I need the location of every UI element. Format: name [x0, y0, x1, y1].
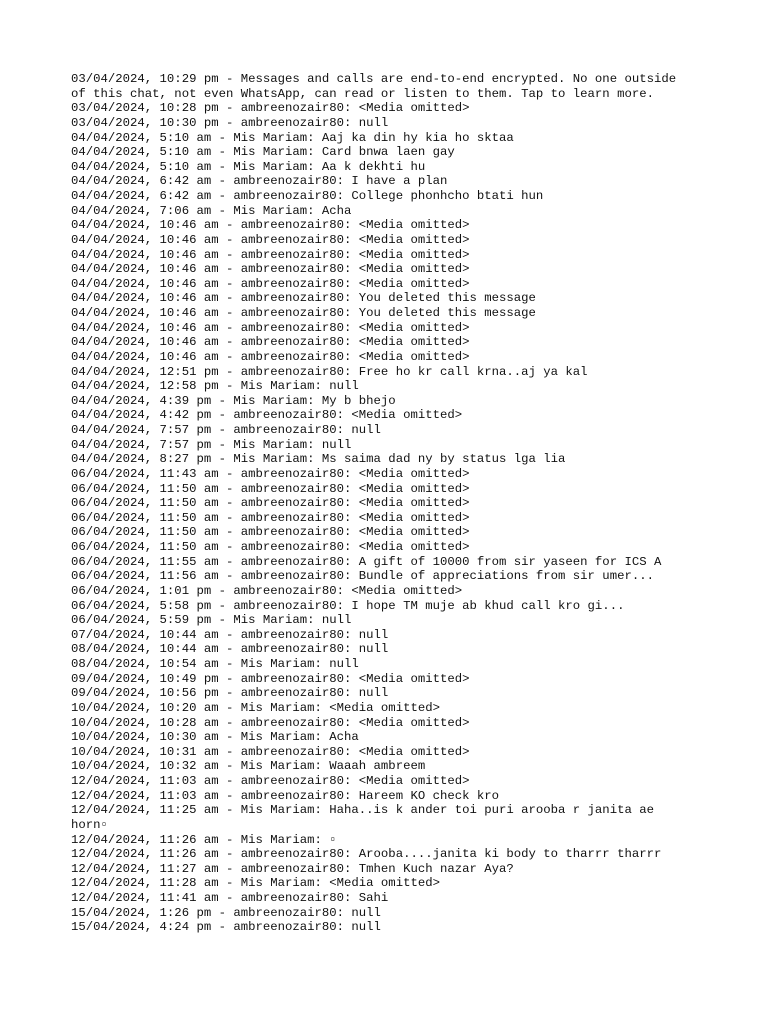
- chat-line: 04/04/2024, 4:39 pm - Mis Mariam: My b bhejo: [71, 393, 396, 408]
- chat-line: 04/04/2024, 10:46 am - ambreenozair80: <Media omitted>: [71, 218, 470, 233]
- chat-line: 06/04/2024, 11:43 am - ambreenozair80: <Media omitted>: [71, 466, 470, 481]
- chat-line: 12/04/2024, 11:27 am - ambreenozair80: Tmhen Kuch nazar Aya?: [71, 861, 514, 876]
- chat-line: 10/04/2024, 10:30 am - Mis Mariam: Acha: [71, 730, 359, 745]
- chat-line: 04/04/2024, 10:46 am - ambreenozair80: You deleted this message: [71, 291, 536, 306]
- chat-line: 12/04/2024, 11:03 am - ambreenozair80: Hareem KO check kro: [71, 788, 500, 803]
- chat-line: 06/04/2024, 11:50 am - ambreenozair80: <Media omitted>: [71, 540, 470, 554]
- chat-line: 12/04/2024, 11:41 am - ambreenozair80: Sahi: [71, 891, 389, 905]
- chat-line: 10/04/2024, 10:20 am - Mis Mariam: <Media omitted>: [71, 700, 440, 715]
- chat-line: 04/04/2024, 10:46 am - ambreenozair80: You deleted this message: [71, 306, 536, 320]
- chat-line: 09/04/2024, 10:56 pm - ambreenozair80: null: [71, 686, 389, 701]
- chat-line: 12/04/2024, 11:26 am - Mis Mariam: ▫: [71, 832, 337, 847]
- chat-line: 03/04/2024, 10:30 pm - ambreenozair80: null: [71, 115, 389, 130]
- chat-line: 04/04/2024, 10:46 am - ambreenozair80: <Media omitted>: [71, 276, 470, 291]
- chat-line: 06/04/2024, 5:58 pm - ambreenozair80: I hope TM muje ab khud call kro gi...: [71, 598, 625, 613]
- chat-line: of this chat, not even WhatsApp, can read or listen to them. Tap to learn more.: [71, 86, 654, 101]
- chat-line: 12/04/2024, 11:26 am - ambreenozair80: Arooba....janita ki body to tharrr tharrr: [71, 847, 662, 862]
- chat-line: 12/04/2024, 11:28 am - Mis Mariam: <Media omitted>: [71, 876, 440, 891]
- chat-log: [71, 72, 711, 935]
- chat-line: 04/04/2024, 5:10 am - Mis Mariam: Aa k dekhti hu: [71, 159, 426, 174]
- chat-line: 10/04/2024, 10:32 am - Mis Mariam: Waaah ambreem: [71, 759, 426, 774]
- chat-line: 04/04/2024, 7:57 pm - Mis Mariam: null: [71, 437, 352, 452]
- chat-line: 06/04/2024, 11:56 am - ambreenozair80: Bundle of appreciations from sir umer...: [71, 569, 654, 584]
- chat-line: 04/04/2024, 10:46 am - ambreenozair80: <Media omitted>: [71, 232, 470, 247]
- chat-line: 12/04/2024, 11:03 am - ambreenozair80: <Media omitted>: [71, 774, 470, 788]
- chat-line: 04/04/2024, 7:57 pm - ambreenozair80: null: [71, 423, 381, 437]
- chat-line: 04/04/2024, 12:58 pm - Mis Mariam: null: [71, 379, 359, 394]
- chat-line: 04/04/2024, 4:42 pm - ambreenozair80: <Media omitted>: [71, 408, 463, 423]
- chat-line: 12/04/2024, 11:25 am - Mis Mariam: Haha..is k ander toi puri arooba r janita ae: [71, 803, 654, 818]
- chat-line: 10/04/2024, 10:31 am - ambreenozair80: <Media omitted>: [71, 744, 470, 759]
- chat-line: 15/04/2024, 4:24 pm - ambreenozair80: null: [71, 920, 381, 935]
- chat-line: 06/04/2024, 11:50 am - ambreenozair80: <Media omitted>: [71, 510, 470, 525]
- chat-line: 04/04/2024, 5:10 am - Mis Mariam: Aaj ka din hy kia ho sktaa: [71, 130, 514, 145]
- chat-line: 04/04/2024, 5:10 am - Mis Mariam: Card bnwa laen gay: [71, 145, 455, 160]
- chat-line: 04/04/2024, 12:51 pm - ambreenozair80: Free ho kr call krna..aj ya kal: [71, 364, 588, 379]
- chat-line: 06/04/2024, 1:01 pm - ambreenozair80: <Media omitted>: [71, 583, 463, 598]
- chat-line: 06/04/2024, 11:50 am - ambreenozair80: <Media omitted>: [71, 496, 470, 511]
- chat-line: 07/04/2024, 10:44 am - ambreenozair80: null: [71, 627, 389, 642]
- chat-line: 06/04/2024, 5:59 pm - Mis Mariam: null: [71, 613, 352, 628]
- chat-line: 04/04/2024, 10:46 am - ambreenozair80: <Media omitted>: [71, 335, 470, 350]
- chat-line: 04/04/2024, 6:42 am - ambreenozair80: College phonhcho btati hun: [71, 189, 544, 203]
- chat-line: 09/04/2024, 10:49 pm - ambreenozair80: <Media omitted>: [71, 671, 470, 686]
- chat-line: 08/04/2024, 10:44 am - ambreenozair80: null: [71, 642, 389, 657]
- chat-line: 04/04/2024, 10:46 am - ambreenozair80: <Media omitted>: [71, 262, 470, 277]
- chat-line: horn▫: [71, 817, 108, 832]
- chat-line: 04/04/2024, 7:06 am - Mis Mariam: Acha: [71, 203, 352, 218]
- chat-line: 06/04/2024, 11:50 am - ambreenozair80: <Media omitted>: [71, 525, 470, 540]
- chat-line: 04/04/2024, 6:42 am - ambreenozair80: I have a plan: [71, 174, 448, 189]
- chat-line: 15/04/2024, 1:26 pm - ambreenozair80: null: [71, 905, 381, 920]
- chat-line: 10/04/2024, 10:28 am - ambreenozair80: <Media omitted>: [71, 715, 470, 730]
- chat-line: 04/04/2024, 10:46 am - ambreenozair80: <Media omitted>: [71, 247, 470, 262]
- chat-line: 06/04/2024, 11:55 am - ambreenozair80: A gift of 10000 from sir yaseen for ICS A: [71, 554, 662, 569]
- chat-line: 04/04/2024, 10:46 am - ambreenozair80: <Media omitted>: [71, 349, 470, 364]
- chat-line: 04/04/2024, 8:27 pm - Mis Mariam: Ms saima dad ny by status lga lia: [71, 452, 566, 467]
- chat-line: 03/04/2024, 10:29 pm - Messages and calls are end-to-end encrypted. No one outside: [71, 72, 677, 86]
- chat-line: 08/04/2024, 10:54 am - Mis Mariam: null: [71, 657, 359, 671]
- chat-line: 03/04/2024, 10:28 pm - ambreenozair80: <Media omitted>: [71, 101, 470, 116]
- chat-line: 06/04/2024, 11:50 am - ambreenozair80: <Media omitted>: [71, 481, 470, 496]
- chat-line: 04/04/2024, 10:46 am - ambreenozair80: <Media omitted>: [71, 320, 470, 335]
